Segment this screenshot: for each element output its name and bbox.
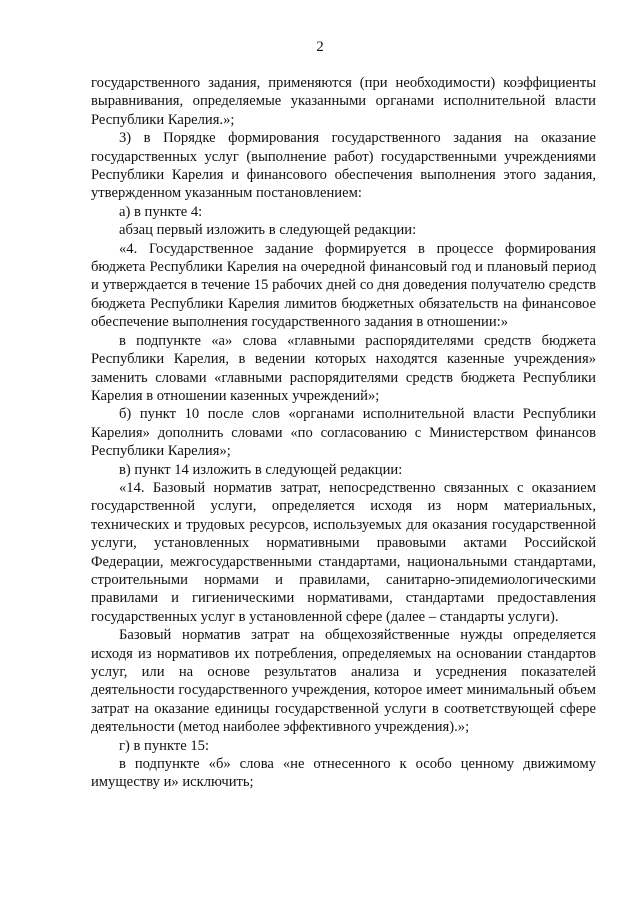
page-number: 2 [316, 39, 324, 55]
paragraph: Базовый норматив затрат на общехозяйственные нужды определяется исходя из нормативов их потребления, определяемых на основании стандартов услуг, или на основе результатов анализа и усреднения показателей деятельности государственного учреждения, которое имеет минимальный объем затрат на оказание единицы государственной услуги в соответствующей сфере деятельности (метод наиболее эффективного учреждения).»; [91, 627, 596, 736]
paragraph: 3) в Порядке формирования государственного задания на оказание государственных услуг (выполнение работ) государственными учреждениями Республики Карелия и финансового обеспечения выполнения этого задания, утвержденном указанным постановлением: [91, 130, 596, 202]
paragraph: в подпункте «б» слова «не отнесенного к особо ценному движимому имуществу и» исключить; [91, 756, 596, 791]
paragraph: б) пункт 10 после слов «органами исполнительной власти Республики Карелия» дополнить словами «по согласованию с Министерством финансов Республики Карелия»; [91, 406, 596, 460]
paragraph: в подпункте «а» слова «главными распорядителями средств бюджета Республики Карелия, в ведении которых находятся казенные учреждения» заменить словами «главными распорядителями средств бюджета Республики Карелия в отношении казенных учреждений»; [91, 332, 596, 404]
paragraph: в) пункт 14 изложить в следующей редакции: [119, 461, 403, 478]
paragraph: г) в пункте 15: [119, 737, 209, 754]
paragraph: «4. Государственное задание формируется в процессе формирования бюджета Республики Карелия на очередной финансовый год и плановый период и утверждается в течение 15 рабочих дней со дня доведения получателю средств бюджета Республики Карелия лимитов бюджетных обязательств на финансовое обеспечение выполнения государственного задания в отношении:» [91, 240, 596, 331]
paragraph: государственного задания, применяются (при необходимости) коэффициенты выравнивания, определяемые указанными органами исполнительной власти Республики Карелия.»; [91, 75, 596, 128]
paragraph: а) в пункте 4: [119, 203, 203, 220]
paragraph: «14. Базовый норматив затрат, непосредственно связанных с оказанием государственной услуги, определяется исходя из норм материальных, технических и трудовых ресурсов, используемых для оказания государственной услуги, установленных нормативными правовыми актами Российской Федерации, межгосударственными стандартами, национальными стандартами, строительными нормами и правилами, санитарно-эпидемиологическими правилами и гигиеническими нормативами, стандартами предоставления государственных услуг в установленной сфере (далее – стандарты услуги). [91, 479, 596, 625]
document-body [91, 74, 596, 792]
paragraph: абзац первый изложить в следующей редакции: [119, 222, 417, 239]
